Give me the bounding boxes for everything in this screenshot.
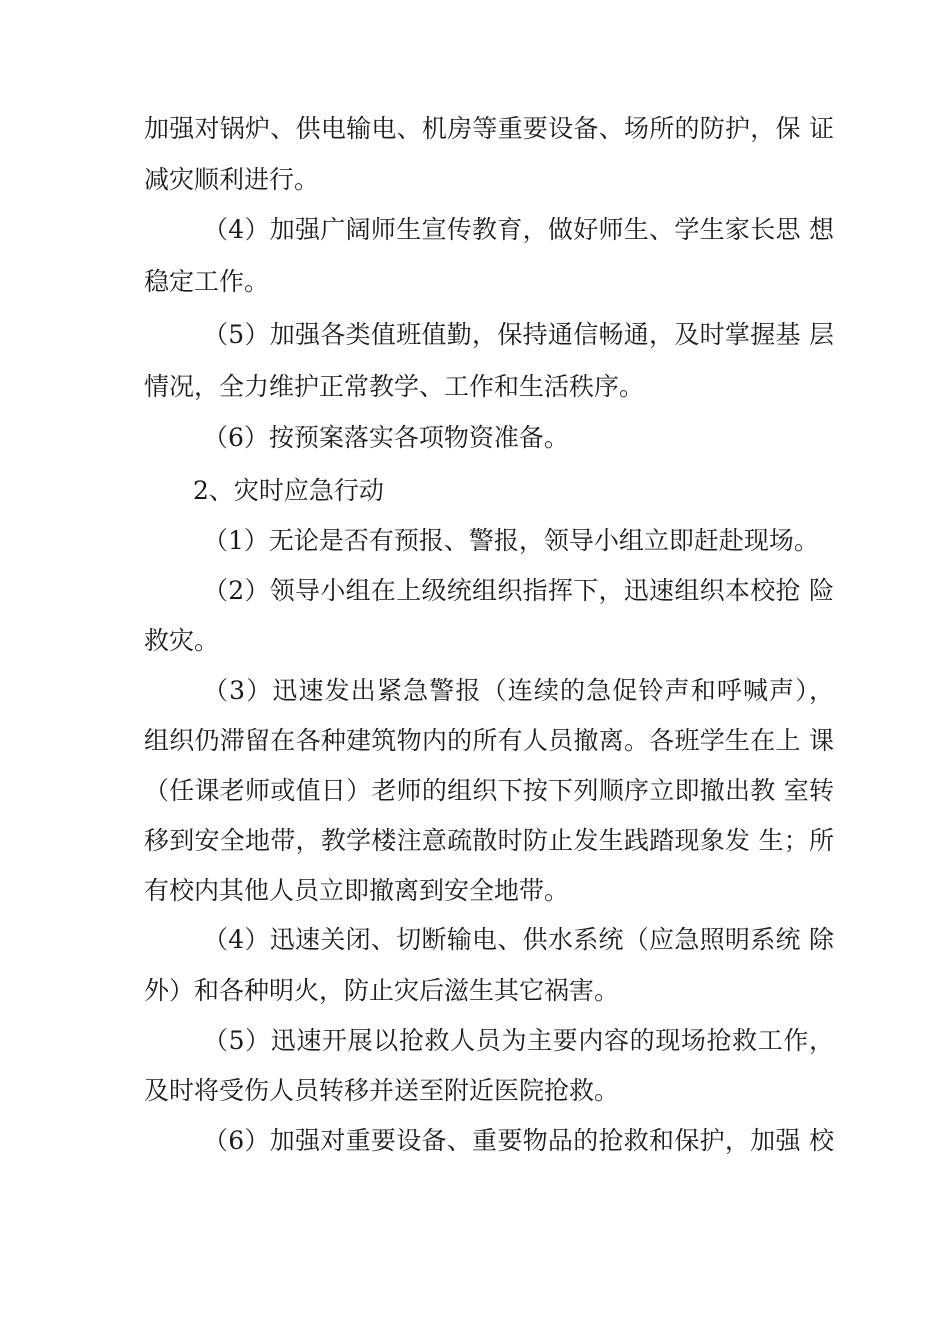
text-line: （4）迅速关闭、切断输电、供水系统（应急照明系统 除 — [203, 925, 834, 954]
text-line: 组织仍滞留在各种建筑物内的所有人员撤离。各班学生在上 课 — [144, 726, 834, 755]
text-line: （4）加强广阔师生宣传教育，做好师生、学生家长思 想 — [203, 215, 834, 244]
text-line: 外）和各种明火，防止灾后滋生其它祸害。 — [144, 976, 620, 1005]
text-line: （2）领导小组在上级统组织指挥下，迅速组织本校抢 险 — [203, 576, 834, 605]
text-line: 减灾顺利进行。 — [144, 165, 320, 194]
section-heading: 2、灾时应急行动 — [193, 476, 384, 505]
text-line: 情况，全力维护正常教学、工作和生活秩序。 — [144, 372, 645, 401]
text-line: （任课老师或值日）老师的组织下按下列顺序立即撤出教 室转 — [144, 776, 834, 805]
text-line: 及时将受伤人员转移并送至附近医院抢救。 — [144, 1076, 620, 1105]
text-line: 有校内其他人员立即撤离到安全地带。 — [144, 876, 570, 905]
text-line: 稳定工作。 — [144, 267, 270, 296]
text-line: 移到安全地带，教学楼注意疏散时防止发生践踏现象发 生；所 — [144, 826, 834, 855]
text-line: （5）迅速开展以抢救人员为主要内容的现场抢救工作， — [203, 1026, 834, 1055]
text-line: （6）按预案落实各项物资准备。 — [203, 423, 569, 452]
text-line: 救灾。 — [144, 626, 220, 655]
text-line: （6）加强对重要设备、重要物品的抢救和保护，加强 校 — [203, 1126, 834, 1155]
text-line: （3）迅速发出紧急警报（连续的急促铃声和呼喊声）， — [203, 676, 834, 705]
text-line: （1）无论是否有预报、警报，领导小组立即赶赴现场。 — [203, 526, 819, 555]
text-line: 加强对锅炉、供电输电、机房等重要设备、场所的防护，保 证 — [144, 114, 834, 143]
text-line: （5）加强各类值班值勤，保持通信畅通，及时掌握基 层 — [203, 320, 834, 349]
